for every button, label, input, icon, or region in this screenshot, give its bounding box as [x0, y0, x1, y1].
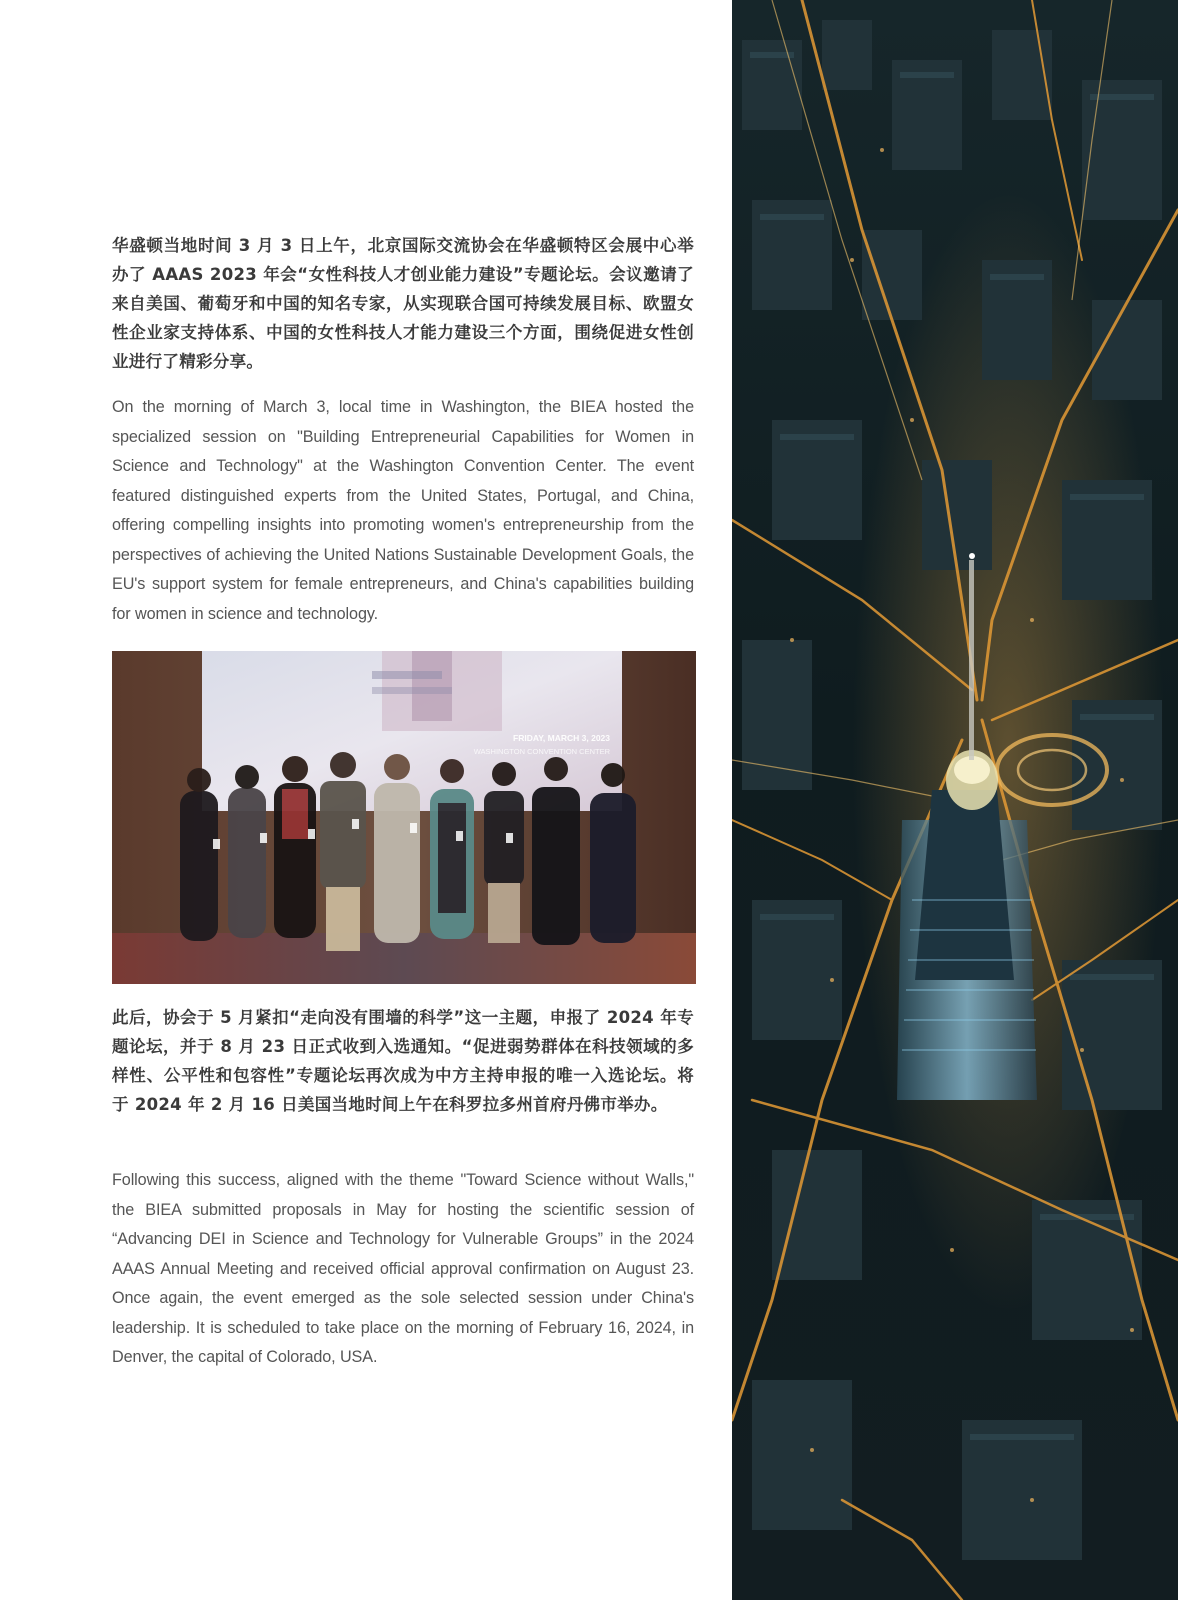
city-aerial-drawing — [732, 0, 1178, 1600]
chinese-paragraph-2: 此后，协会于 5 月紧扣“走向没有围墙的科学”这一主题，申报了 2024 年专题论坛，并于 8 月 23 日正式收到入选通知。“促进弱势群体在科技领域的多样性、公平性和包容性”专题论坛再次成为中方主持申报的唯一入选论坛。将于 2024 年 2 月 16 日美国当地时间上午在科罗拉多州首府丹佛市举办。 — [112, 1008, 694, 1114]
english-paragraph-1: On the morning of March 3, local time in Washington, the BIEA hosted the specialized session on "Building Entrepreneurial Capabilities for Women in Science and Technology" at the Washington Convention Center. The event featured distinguished experts from the United States, Portugal, and China, offering compelling insights into promoting women's entrepreneurship from the perspectives of achieving the United Nations Sustainable Development Goals, the EU's support system for female entrepreneurs, and China's capabilities building for women in science and technology. — [112, 398, 694, 623]
screen-venue-text: WASHINGTON CONVENTION CENTER — [473, 747, 610, 756]
event-group-photo — [112, 651, 696, 984]
chinese-paragraph-1: 华盛顿当地时间 3 月 3 日上午，北京国际交流协会在华盛顿特区会展中心举办了 AAAS 2023 年会“女性科技人才创业能力建设”专题论坛。会议邀请了来自美国、葡萄牙和中国的知名专家，从实现联合国可持续发展目标、欧盟女性企业家支持体系、中国的女性科技人才能力建设三个方面，围绕促进女性创业进行了精彩分享。 — [112, 236, 694, 371]
screen-date-text: FRIDAY, MARCH 3, 2023 — [513, 733, 610, 743]
english-paragraph-2: Following this success, aligned with the theme "Toward Science without Walls," the BIEA submitted proposals in May for hosting the scientific session of “Advancing DEI in Science and Technology for Vulnerable Groups” in the 2024 AAAS Annual Meeting and received official approval confirmation on August 23. Once again, the event emerged as the sole selected session under China's leadership. It is scheduled to take place on the morning of February 16, 2024, in Denver, the capital of Colorado, USA. — [112, 1171, 694, 1366]
city-night-aerial-image — [732, 0, 1178, 1600]
